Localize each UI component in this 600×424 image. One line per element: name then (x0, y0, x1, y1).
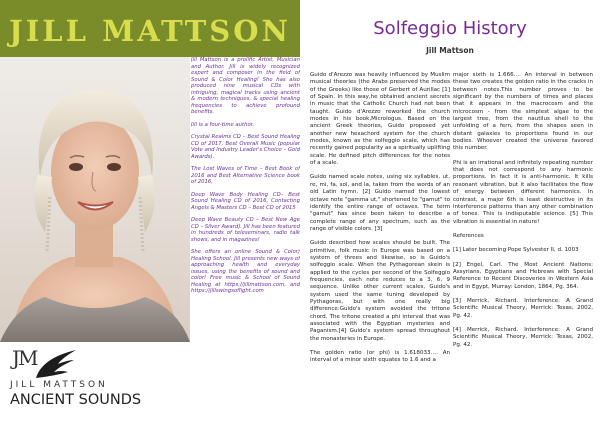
bio-paragraph: Deep Wave Beauty CD – Best New Age CD – Silver Award). Jill has been featured in hundreds of teleseminars, radio talk shows, and in magazines! (191, 217, 300, 243)
brand-logo (6, 346, 186, 422)
references-heading: References (453, 232, 484, 239)
reference-item: [4] Merrick, Richard. Interference: A Grand Scientific Musical Theory, Merrick: Texas, 2002, Pg. 42. (453, 326, 593, 348)
article-paragraph: major sixth is 1.666…. An interval in between these two creates the golden ratio in the cracks in between notes.This number proves to be significant by the numbers of times and places that it appears in the macrocosm and the microcosm - from the simplest algae to the largest tree, from the nautilus shell to the unfolding of a fern, from the shapes seen in distant galaxies to proportions found in our bodies. Whoever created the universe favored this number. (453, 72, 593, 152)
reference-item: [3] Merrick, Richard. Interference: A Grand Scientific Musical Theory, Merrick: Texas, 2002, Pg. 42. (453, 297, 593, 319)
article-paragraph: The golden ratio (or phi) is 1.618033…. An interval of a minor sixth equates to 1.6 and a (310, 350, 450, 364)
logo-line2: ANCIENT SOUNDS (10, 392, 142, 408)
brand-banner (0, 0, 300, 57)
article-paragraph: Guido described how scales should be built. The primitive, folk music in Europe was based on a system of threes and likewise, so is Guido's solfeggio scale. When the Pythagorean skein is applied to the cycles per second of the Solfeggio frequencies, each note reduces to a 3, 6, 9 sequence. Unlike other current scales, Guido's system used the same tuning developed by Pythagoras, but with one really big difference:Guido's system avoided the tritone chord. The tritone created a phi interval that was associated with the Egyptian mysteries and Paganism.[4] Guido's system spread throughout the monasteries in Europe. (310, 240, 450, 342)
article-panel (300, 0, 600, 424)
bio-paragraph: Crystal Realms CD – Best Sound Healing CD of 2017, Best Overall Music (popular Vote and Industry Leader's Choice – Gold Awards). (191, 134, 300, 160)
author-portrait (0, 57, 190, 342)
bio-paragraph: Jill is a four-time author. (191, 121, 255, 128)
author-bio (191, 57, 300, 424)
bio-paragraph: Deep Wave Body Healing CD– Best Sound Healing CD of 2016, Contacting Angels & Masters CD – Best CD of 2015 (191, 191, 300, 211)
bio-paragraph: The Lost Waves of Time – Best Book of 2016 and Best Alternative Science book of 2016, (191, 166, 300, 185)
article-paragraph: Phi is an irrational and infinitely repeating number that does not correspond to any harmonic proportions. In fact it is anti-harmonic. It kills resonant vibration, but it also facilitates the flow of energy between different harmonics. In contrast, a major 6th is least destructive in its interference patterns than any other combination of tones. This is indisputable science. [5] This vibration is essential in nature! (453, 159, 593, 225)
bio-paragraph: Jill Mattson is a prolific Artist, Musician and Author. Jill is widely recognized expert and composer in the field of Sound & Color Healing! She has also produced nine musical CDs with intriguing, magical tracks using ancient & modern techniques, & special healing frequencies to achieve profound benefits. (191, 57, 300, 115)
portrait-image (0, 57, 190, 342)
logo-monogram: JM (12, 346, 37, 370)
article-author: Jill Mattson (426, 46, 474, 55)
bio-paragraph: She offers an online Sound & Color) Healing School. Jill presents new ways of approaching health and everyday issues, using the benefits of sound and color! Free music & School of Sound Healing at https://jillmattson.com, and https://jillswingsoflight.com (191, 249, 300, 294)
reference-item: [2] Engel, Carl. The Most Ancient Nations: Assyrians, Egyptians and Hebrews with Special Reference to Recent Discoveries in Western Asia and in Egypt, Murray: London, 1864, Pg. 364. (453, 261, 593, 290)
reference-item: [1] Later becoming Pope Sylvester II, d. 1003 (453, 247, 579, 254)
logo-line1: JILL MATTSON (10, 380, 108, 390)
article-paragraph: Guido d'Arezzo was heavily influenced by Muslim musical theories (the Arabs preserved the modes of the Greeks) like those of Gerbert of Aurillac [1] of Spain. In this way,he obtained ancient secrets in music that the Catholic Church had not been taught. Guido d'Arezzo reworked the church modes in his book,Micrologus. Based on the ancient Greek theories, Guido proposed yet another new hexachord system for the church modes, known as the solfeggio scale, which has recently gained popularity as a spiritually uplifting scale. He defined pitch differences for the notes of a scale. (310, 72, 450, 167)
article-column-2 (453, 72, 593, 422)
article-title: Solfeggio History (373, 18, 527, 39)
brand-name: JILL MATTSON (8, 14, 292, 48)
article-column-1 (310, 72, 450, 422)
article-paragraph: Guido named scale notes, using six syllables, ut, re, mi, fa, sol, and la, taken from the words of an old Latin hymn. [2] Guido named the lowest octave note "gamma ut," shortened to "gamut" to identify the entire range of octaves. The term "gamut" has since been taken to describe a complete range of any spectrum, such as the range of visible colors. [3] (310, 174, 450, 232)
wing-icon (18, 348, 78, 382)
